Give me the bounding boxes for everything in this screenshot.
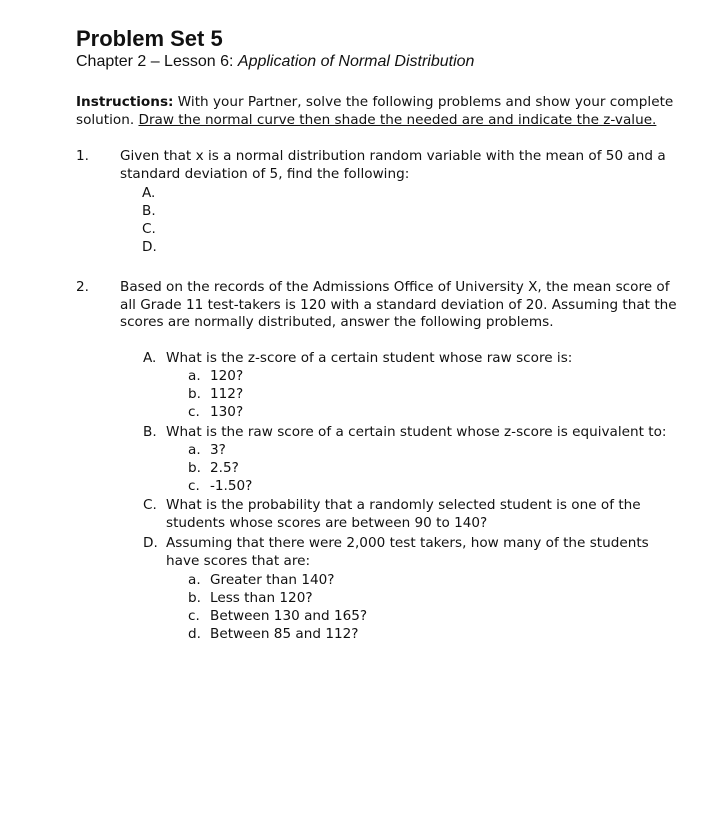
problem-1-item-d: D.	[142, 239, 157, 255]
part-d-item-text: Greater than 140?	[210, 572, 335, 588]
subtitle-prefix: Chapter 2 – Lesson 6:	[76, 53, 238, 70]
part-d-line-1: Assuming that there were 2,000 test takers, how many of the students	[166, 535, 649, 551]
part-b-item-label: b.	[188, 460, 201, 476]
part-c-line-1: What is the probability that a randomly selected student is one of the	[166, 497, 641, 513]
problem-1-item-c: C.	[142, 221, 156, 237]
instructions-line-1	[76, 94, 686, 112]
part-d-item-label: a.	[188, 572, 201, 588]
part-b-item-text: -1.50?	[210, 478, 253, 494]
problem-1-number: 1.	[76, 148, 89, 164]
part-a-item-label: c.	[188, 404, 200, 420]
part-a-label: A.	[143, 350, 157, 366]
part-b-item-text: 3?	[210, 442, 226, 458]
part-b-item-label: a.	[188, 442, 201, 458]
part-a-item-text: 130?	[210, 404, 244, 420]
problem-2-text	[120, 279, 680, 332]
part-d-item-label: c.	[188, 608, 200, 624]
problem-2-line-2: all Grade 11 test-takers is 120 with a standard deviation of 20. Assuming that the	[120, 296, 677, 313]
problem-1-text	[120, 148, 680, 183]
part-d-item-text: Between 130 and 165?	[210, 608, 368, 624]
problem-1-line-2: standard deviation of 5, find the following:	[120, 165, 410, 182]
problem-2-number: 2.	[76, 279, 89, 295]
part-a-item-text: 120?	[210, 368, 244, 384]
part-d-item-label: d.	[188, 626, 201, 642]
instructions	[76, 94, 686, 129]
problem-1-item-b: B.	[142, 203, 156, 219]
instructions-underlined: Draw the normal curve then shade the needed are and indicate the z-value.	[138, 111, 657, 128]
problem-1-item-a: A.	[142, 185, 156, 201]
problem-1-line-1: Given that x is a normal distribution random variable with the mean of 50 and a	[120, 148, 666, 164]
part-d-item-text: Between 85 and 112?	[210, 626, 359, 642]
part-a-text: What is the z-score of a certain student whose raw score is:	[166, 350, 573, 366]
part-d-line-2: have scores that are:	[166, 553, 311, 569]
part-b-item-text: 2.5?	[210, 460, 239, 476]
part-d-item-label: b.	[188, 590, 201, 606]
part-b-text: What is the raw score of a certain student whose z-score is equivalent to:	[166, 424, 667, 440]
part-c-label: C.	[143, 497, 157, 513]
part-b-label: B.	[143, 424, 157, 440]
page-subtitle	[76, 53, 474, 71]
part-d-label: D.	[143, 535, 158, 551]
problem-2-line-3: scores are normally distributed, answer the following problems.	[120, 314, 554, 330]
problem-2-line-1: Based on the records of the Admissions Office of University X, the mean score of	[120, 279, 670, 295]
part-a-item-label: a.	[188, 368, 201, 384]
part-b-item-label: c.	[188, 478, 200, 494]
instructions-label: Instructions:	[76, 94, 174, 110]
part-a-item-text: 112?	[210, 386, 244, 402]
instructions-text-2: solution.	[76, 111, 139, 128]
subtitle-topic: Application of Normal Distribution	[237, 53, 475, 70]
instructions-text-1: With your Partner, solve the following problems and show your complete	[173, 94, 674, 110]
part-a-item-label: b.	[188, 386, 201, 402]
part-d-item-text: Less than 120?	[210, 590, 313, 606]
instructions-line-2	[76, 112, 686, 130]
page-title: Problem Set 5	[76, 26, 223, 51]
part-c-line-2: students whose scores are between 90 to 140?	[166, 515, 488, 531]
